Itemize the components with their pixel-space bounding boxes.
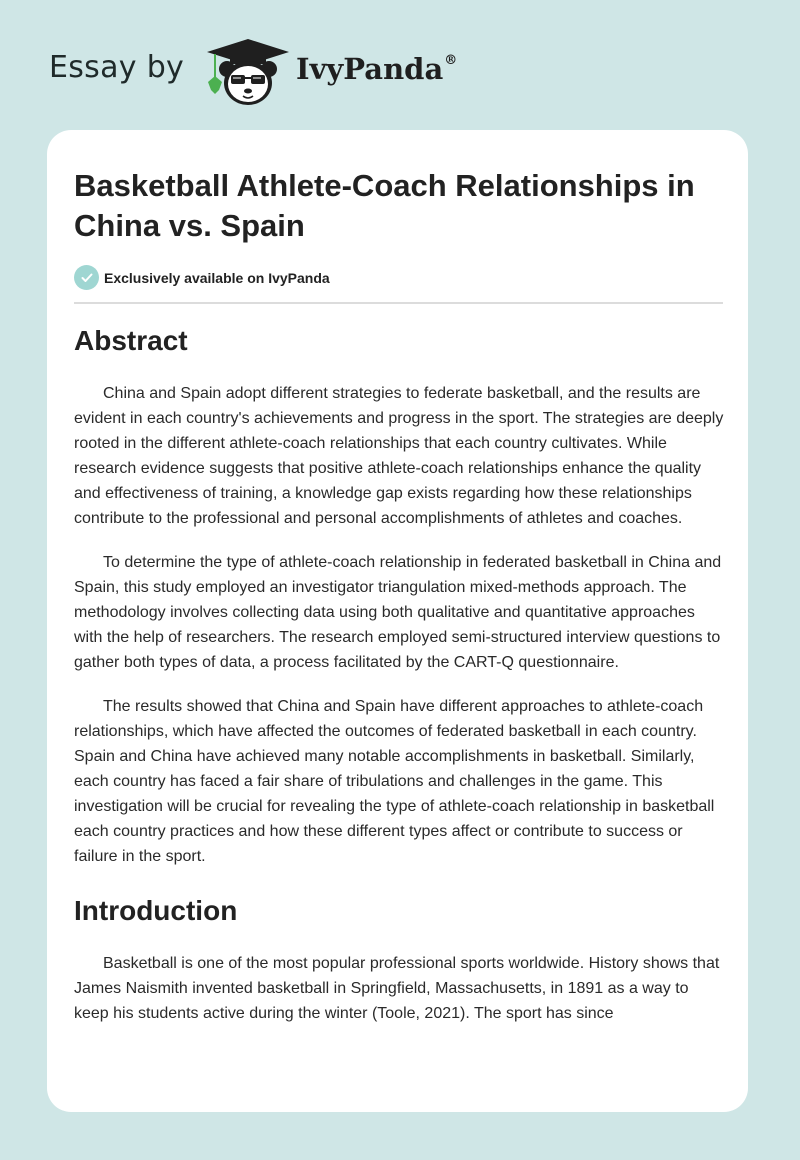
- brand-name[interactable]: [296, 52, 457, 86]
- badge-text: Exclusively available on IvyPanda: [104, 269, 330, 286]
- essay-by-label: Essay by: [49, 50, 185, 85]
- site-header: [0, 0, 800, 130]
- paragraph: The results showed that China and Spain have different approaches to athlete-coach relationships, which have affected the outcomes of federated basketball in each country. Spain and China have achieved many notable accomplishments in basketball. Similarly, each country has faced a fair share of tribulations and challenges in the game. This investigation will be crucial for revealing the type of athlete-coach relationship in basketball each country practices and how these different types affect or contribute to success or failure in the sport.: [74, 698, 715, 865]
- exclusive-badge: [74, 265, 330, 290]
- paragraph: To determine the type of athlete-coach relationship in federated basketball in China and Spain, this study employed an investigator triangulation mixed-methods approach. The methodology involves collecting data using both qualitative and quantitative approaches with the help of researchers. The research employed semi-structured interview questions to gather both types of data, a process facilitated by the CART-Q questionnaire.: [74, 554, 722, 671]
- section-heading-introduction: Introduction: [74, 895, 238, 926]
- divider: [74, 302, 723, 304]
- registered-mark: ®: [444, 53, 458, 69]
- brand-text: IvyPanda: [296, 52, 444, 86]
- paragraph: China and Spain adopt different strategies to federate basketball, and the results are evident in each country's achievements and progress in the sport. The strategies are deeply rooted in the different athlete-coach relationships that each country cultivates. While research evidence suggests that positive athlete-coach relationships enhance the quality and effectiveness of training, a knowledge gap exists regarding how these relationships contribute to the professional and personal accomplishments of athletes and coaches.: [74, 385, 724, 527]
- panda-graduate-logo-icon[interactable]: [203, 36, 293, 108]
- page-title: Basketball Athlete-Coach Relationships in China vs. Spain: [74, 168, 695, 243]
- essay-card: [47, 130, 748, 1112]
- section-heading-abstract: Abstract: [74, 325, 188, 356]
- check-circle-icon: [74, 265, 99, 290]
- essay-content: [74, 323, 726, 1045]
- paragraph: Basketball is one of the most popular professional sports worldwide. History shows that James Naismith invented basketball in Springfield, Massachusetts, in 1891 as a way to keep his students active during the winter (Toole, 2021). The sport has since: [74, 955, 720, 1022]
